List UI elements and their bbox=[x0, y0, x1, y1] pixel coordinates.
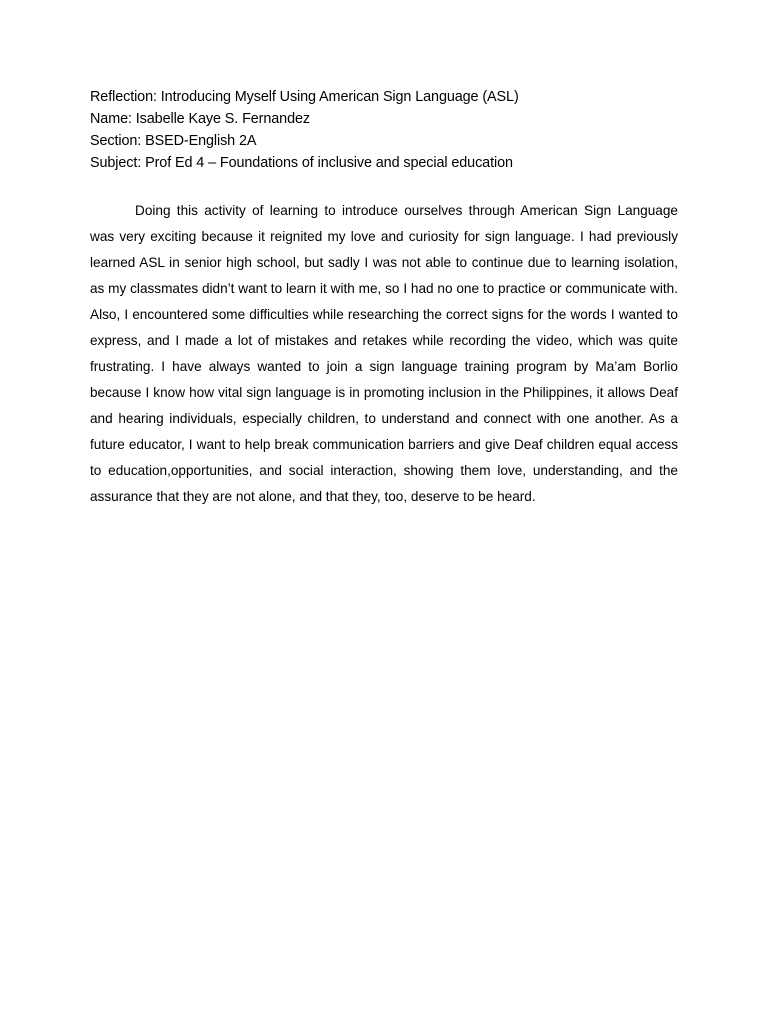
subject-line: Subject: Prof Ed 4 – Foundations of inclusive and special education bbox=[90, 155, 513, 171]
document-header bbox=[90, 86, 690, 174]
section-line: Section: BSED-English 2A bbox=[90, 133, 257, 149]
reflection-paragraph: Doing this activity of learning to introduce ourselves through American Sign Language was very exciting because it reignited my love and curiosity for sign language. I had previously learned ASL in senior high school, but sadly I was not able to continue due to learning isolation, as my classmates didn’t want to learn it with me, so I had no one to practice or communicate with. Also, I encountered some difficulties while researching the correct signs for the words I wanted to express, and I made a lot of mistakes and retakes while recording the video, which was quite frustrating. I have always wanted to join a sign language training program by Ma’am Borlio because I know how vital sign language is in promoting inclusion in the Philippines, it allows Deaf and hearing individuals, especially children, to understand and connect with one another. As a future educator, I want to help break communication barriers and give Deaf children equal access to education,opportunities, and social interaction, showing them love, understanding, and the assurance that they are not alone, and that they, too, deserve to be heard. bbox=[90, 203, 678, 504]
author-name: Name: Isabelle Kaye S. Fernandez bbox=[90, 111, 310, 127]
reflection-title: Reflection: Introducing Myself Using American Sign Language (ASL) bbox=[90, 89, 519, 105]
